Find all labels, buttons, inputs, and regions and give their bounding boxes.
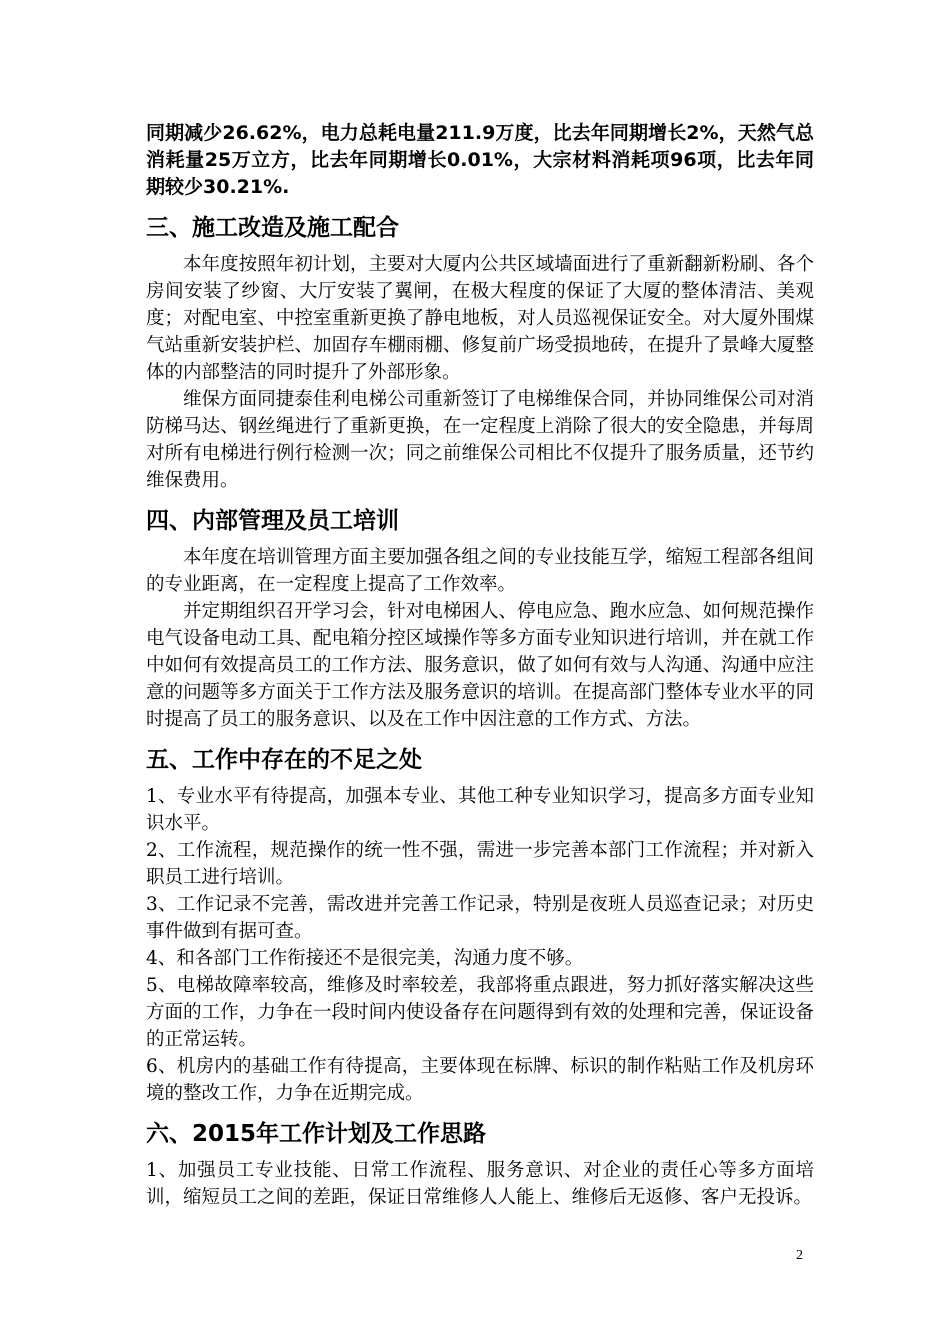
section-heading-5: 五、工作中存在的不足之处 [146, 747, 422, 773]
list-item: 1、加强员工专业技能、日常工作流程、服务意识、对企业的责任心等多方面培训，缩短员工之间的差距，保证日常维修人人能上、维修后无返修、客户无投诉。 [146, 1160, 814, 1208]
paragraph: 本年度按照年初计划，主要对大厦内公共区域墙面进行了重新翻新粉刷、各个房间安装了纱窗、大厅安装了翼闸，在极大程度的保证了大厦的整体清洁、美观度；对配电室、中控室重新更换了静电地板，对人员巡视保证安全。对大厦外围煤气站重新安装护栏、加固存车棚雨棚、修复前广场受损地砖，在提升了景峰大厦整体的内部整洁的同时提升了外部形象。 [146, 254, 814, 383]
section-heading-6: 六、2015年工作计划及工作思路 [146, 1121, 487, 1147]
section-heading-3: 三、施工改造及施工配合 [146, 215, 399, 241]
list-item: 1、专业水平有待提高，加强本专业、其他工种专业知识学习，提高多方面专业知识水平。 [146, 786, 814, 834]
page-number: 2 [796, 1248, 803, 1263]
list-item: 4、和各部门工作衔接还不是很完美，沟通力度不够。 [146, 948, 584, 969]
section-heading-4: 四、内部管理及员工培训 [146, 508, 399, 534]
paragraph: 本年度在培训管理方面主要加强各组之间的专业技能互学，缩短工程部各组间的专业距离，在一定程度上提高了工作效率。 [146, 547, 814, 595]
document-page [146, 120, 814, 1211]
paragraph: 并定期组织召开学习会，针对电梯困人、停电应急、跑水应急、如何规范操作电气设备电动工具、配电箱分控区域操作等多方面专业知识进行培训，并在就工作中如何有效提高员工的工作方法、服务意识，做了如何有效与人沟通、沟通中应注意的问题等多方面关于工作方法及服务意识的培训。在提高部门整体专业水平的同时提高了员工的服务意识、以及在工作中因注意的工作方式、方法。 [146, 601, 814, 730]
list-item: 2、工作流程，规范操作的统一性不强，需进一步完善本部门工作流程；并对新入职员工进行培训。 [146, 840, 814, 888]
paragraph: 维保方面同捷泰佳利电梯公司重新签订了电梯维保合同，并协同维保公司对消防梯马达、钢丝绳进行了重新更换，在一定程度上消除了很大的安全隐患，并每周对所有电梯进行例行检测一次；同之前维保公司相比不仅提升了服务质量，还节约维保费用。 [146, 389, 814, 491]
list-item: 6、机房内的基础工作有待提高，主要体现在标牌、标识的制作粘贴工作及机房环境的整改工作，力争在近期完成。 [146, 1056, 814, 1104]
intro-bold-paragraph: 同期减少26.62%，电力总耗电量211.9万度，比去年同期增长2%，天然气总消耗量25万立方，比去年同期增长0.01%，大宗材料消耗项96项，比去年同期较少30.21%. [146, 122, 814, 198]
list-item: 5、电梯故障率较高，维修及时率较差，我部将重点跟进，努力抓好落实解决这些方面的工作，力争在一段时间内使设备存在问题得到有效的处理和完善，保证设备的正常运转。 [146, 975, 814, 1050]
list-item: 3、工作记录不完善，需改进并完善工作记录，特别是夜班人员巡查记录；对历史事件做到有据可查。 [146, 894, 814, 942]
